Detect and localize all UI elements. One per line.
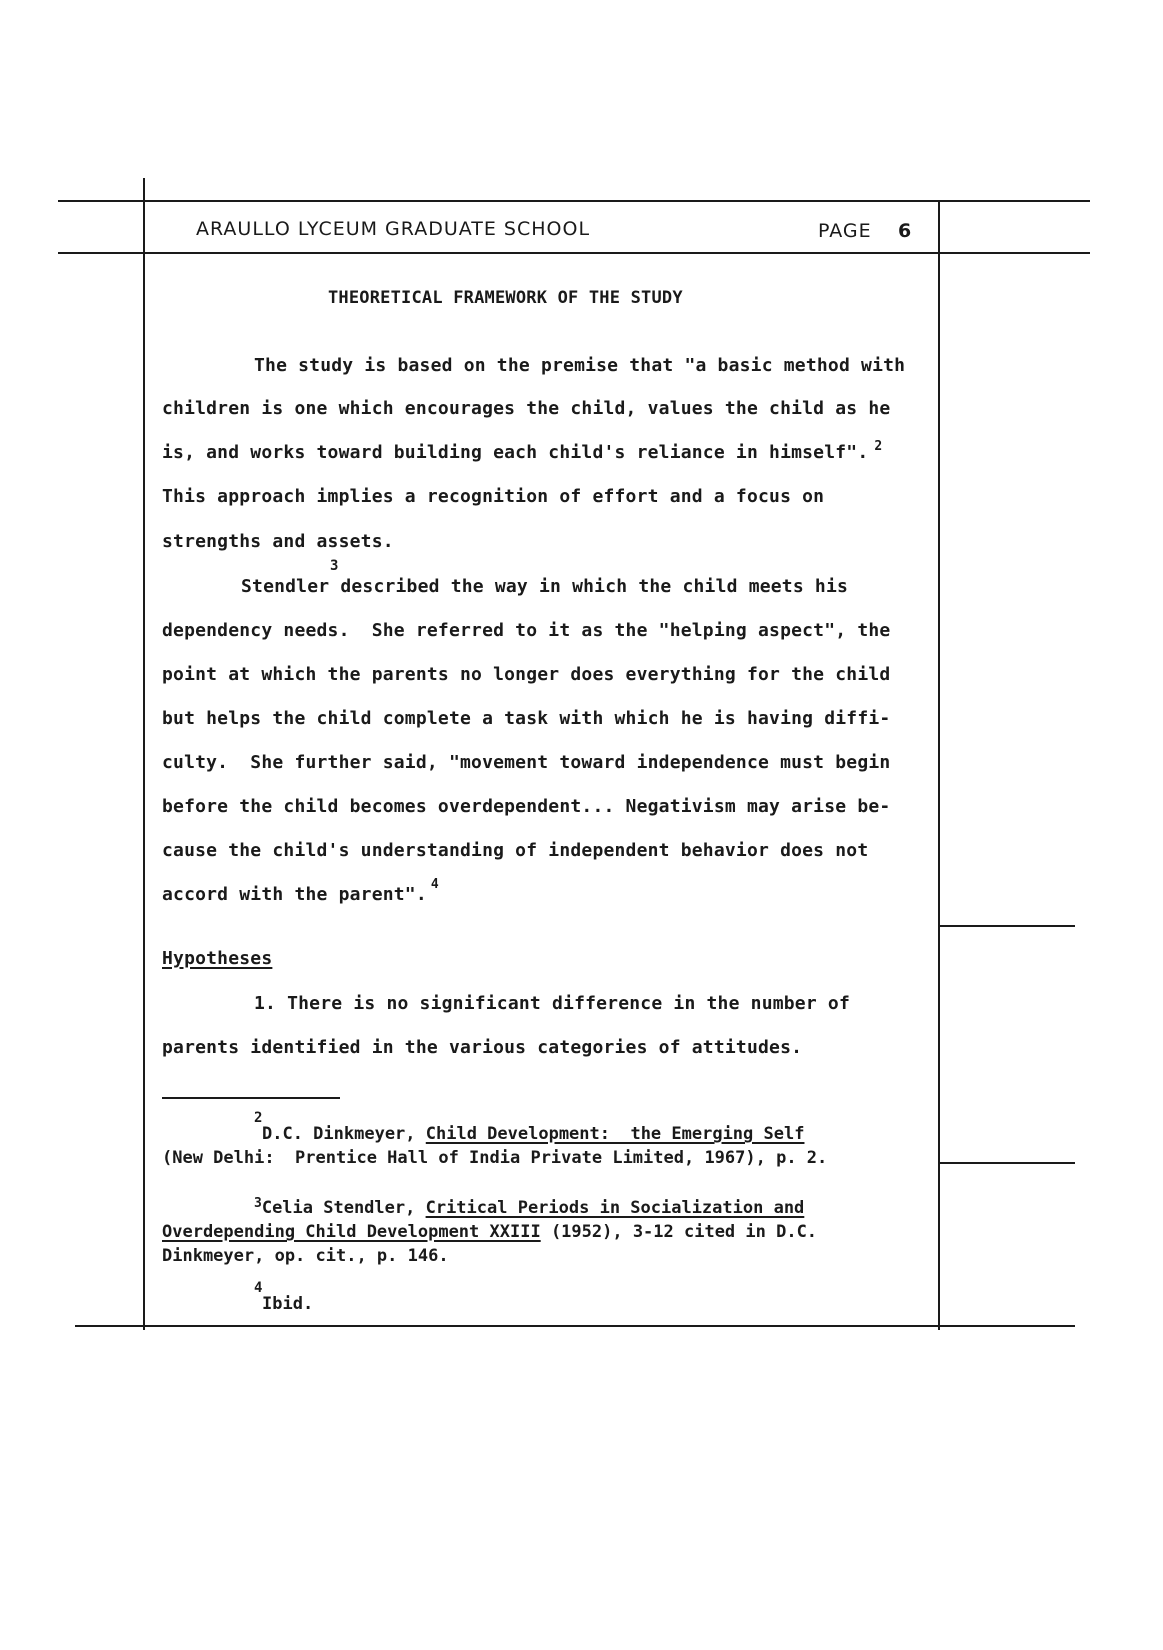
para2-line1-rest: described the way in which the child meets his — [329, 576, 849, 597]
para2-line4: but helps the child complete a task with which he is having diffi- — [162, 708, 891, 729]
hypothesis-1-line2: parents identified in the various categories of attitudes. — [162, 1037, 803, 1058]
footnote-ref-2: 2 — [874, 439, 883, 454]
para2-line8 — [162, 877, 439, 905]
para2-line6: before the child becomes overdependent... Negativism may arise be- — [162, 796, 891, 817]
hypothesis-1-line1: 1. There is no significant difference in the number of — [254, 993, 850, 1014]
footnote-separator — [162, 1097, 340, 1099]
footnote-3-line2 — [162, 1222, 817, 1242]
footnote-3-title2: Overdepending Child Development XXIII — [162, 1222, 541, 1242]
para1-line4: This approach implies a recognition of effort and a focus on — [162, 486, 825, 507]
frame-bottom-rule — [75, 1325, 1075, 1327]
footnote-2-title: Child Development: the Emerging Self — [425, 1124, 805, 1144]
footnote-3-author: Celia Stendler, — [261, 1198, 426, 1218]
page-number: 6 — [898, 220, 913, 242]
para2-line8-text: accord with the parent". — [162, 884, 427, 905]
para1-line5: strengths and assets. — [162, 531, 394, 552]
footnote-3-title1: Critical Periods in Socialization and — [425, 1198, 805, 1218]
para1-line3-text: is, and works toward building each child's reliance in himself". — [162, 442, 869, 463]
frame-left-vertical — [143, 178, 145, 1330]
hypotheses-heading: Hypotheses — [162, 948, 273, 969]
para2-line1-author: Stendler — [241, 576, 330, 597]
para1-line3 — [162, 439, 883, 463]
para2-line1 — [241, 576, 848, 597]
margin-tick-right-2 — [940, 1162, 1075, 1164]
footnote-3-line2-rest: (1952), 3-12 cited in D.C. — [540, 1222, 818, 1242]
footnote-3-line1 — [254, 1198, 804, 1218]
footnote-2-line2: (New Delhi: Prentice Hall of India Private Limited, 1967), p. 2. — [162, 1148, 828, 1168]
footnote-3-number: 3 — [254, 1196, 262, 1211]
footnote-2-number: 2 — [254, 1110, 263, 1126]
footnote-2-author: D.C. Dinkmeyer, — [262, 1124, 426, 1144]
para2-line2: dependency needs. She referred to it as the "helping aspect", the — [162, 620, 891, 641]
margin-tick-right-1 — [940, 925, 1075, 927]
footnote-3-line3: Dinkmeyer, op. cit., p. 146. — [162, 1246, 449, 1266]
para2-line3: point at which the parents no longer does everything for the child — [162, 664, 891, 685]
frame-right-vertical — [938, 200, 940, 1330]
school-name: ARAULLO LYCEUM GRADUATE SCHOOL — [196, 218, 591, 240]
section-title: THEORETICAL FRAMEWORK OF THE STUDY — [328, 288, 683, 308]
footnote-ref-3: 3 — [330, 558, 339, 574]
para1-line2: children is one which encourages the child, values the child as he — [162, 398, 891, 419]
para2-line7: cause the child's understanding of independent behavior does not — [162, 840, 869, 861]
footnote-4-text: Ibid. — [262, 1294, 314, 1314]
para2-line5: culty. She further said, "movement toward independence must begin — [162, 752, 891, 773]
header-bottom-rule — [58, 252, 1090, 254]
footnote-2-line1 — [262, 1124, 804, 1144]
para1-line1: The study is based on the premise that "a basic method with — [254, 355, 906, 376]
page-label: PAGE — [818, 220, 872, 242]
header-top-rule — [58, 200, 1090, 202]
footnote-ref-4: 4 — [430, 877, 439, 892]
footnote-4-number: 4 — [254, 1280, 263, 1296]
